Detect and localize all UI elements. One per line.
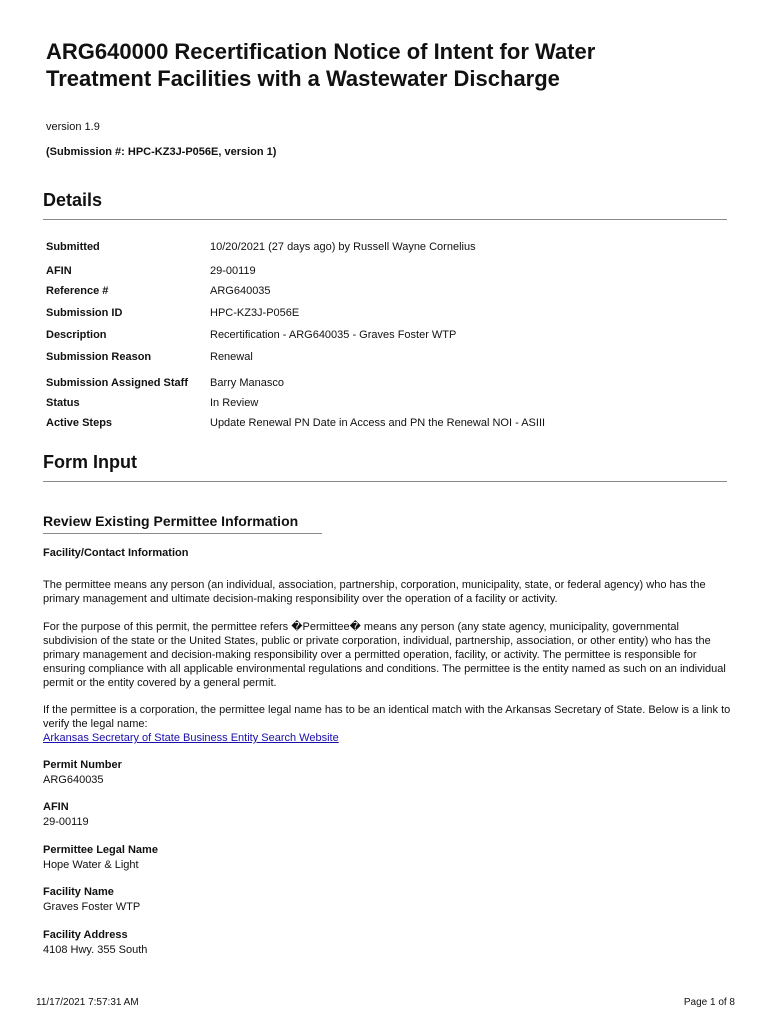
details-label: Submission Reason [46, 351, 152, 363]
field-label: Permittee Legal Name [43, 844, 158, 856]
field-value: Graves Foster WTP [43, 901, 141, 913]
details-value: HPC-KZ3J-P056E [210, 307, 300, 319]
field-label: Permit Number [43, 759, 122, 771]
sos-search-link[interactable]: Arkansas Secretary of State Business Entity Search Website [43, 732, 339, 744]
details-value: 29-00119 [210, 265, 256, 277]
details-label: Submission ID [46, 307, 123, 319]
field-afin [43, 800, 89, 830]
details-value: 10/20/2021 (27 days ago) by Russell Wayne Cornelius [210, 241, 476, 253]
details-value: Barry Manasco [210, 377, 284, 389]
form-input-heading: Form Input [43, 452, 137, 472]
details-label: Status [46, 397, 80, 409]
field-facility-address [43, 928, 147, 958]
details-value: Recertification - ARG640035 - Graves Foster WTP [210, 329, 457, 341]
details-label: Description [46, 329, 107, 341]
details-value: In Review [210, 397, 259, 409]
field-value: 4108 Hwy. 355 South [43, 944, 148, 956]
legal-name-text: If the permittee is a corporation, the permittee legal name has to be an identical match with the Arkansas Secretary of State. Below is a link to verify the legal name: [43, 704, 731, 730]
version-label: version 1.9 [46, 121, 100, 133]
details-label: AFIN [46, 265, 72, 277]
field-permit-number [43, 758, 122, 788]
subsection-heading: Facility/Contact Information [43, 547, 189, 559]
details-value: ARG640035 [210, 285, 271, 297]
field-label: Facility Name [43, 886, 114, 898]
form-input-divider [43, 481, 727, 482]
page-title: ARG640000 Recertification Notice of Intent for Water Treatment Facilities with a Wastewater Discharge [46, 39, 596, 91]
details-label: Submitted [46, 241, 100, 253]
details-heading: Details [43, 190, 103, 210]
legal-name-paragraph [43, 703, 733, 745]
field-label: Facility Address [43, 929, 128, 941]
section-heading: Review Existing Permittee Information [43, 513, 322, 534]
field-facility-name [43, 885, 140, 915]
permittee-definition-paragraph: The permittee means any person (an individual, association, partnership, corporation, municipality, state, or federal agency) who has the primary management and ultimate decision-making responsibility over the operation of a facility or activity. [43, 579, 706, 605]
details-value: Update Renewal PN Date in Access and PN the Renewal NOI - ASIII [210, 417, 546, 429]
footer-timestamp: 11/17/2021 7:57:31 AM [36, 997, 139, 1008]
details-value: Renewal [210, 351, 253, 363]
details-label: Reference # [46, 285, 109, 297]
details-label: Active Steps [46, 417, 113, 429]
footer-page-number: Page 1 of 8 [683, 997, 735, 1008]
details-divider [43, 219, 727, 220]
field-label: AFIN [43, 801, 69, 813]
field-permittee-legal-name [43, 843, 158, 873]
field-value: 29-00119 [43, 816, 89, 828]
field-value: Hope Water & Light [43, 859, 139, 871]
permit-purpose-paragraph: For the purpose of this permit, the permittee refers �Permittee� means any person (any state agency, municipality, governmental subdivision of the state or the United States, public or private corporation, individual, partnership, association, or other entity) who has the primary management and decision-making responsibility over a permitted operation, facility, or activity. The permittee is responsible for ensuring compliance with all applicable environmental regulations and conditions. The permittee is the entity named as such on an individual permit or the entity covered by a general permit. [43, 621, 726, 689]
details-label: Submission Assigned Staff [46, 377, 189, 389]
field-value: ARG640035 [43, 774, 104, 786]
submission-label: (Submission #: HPC-KZ3J-P056E, version 1) [46, 146, 277, 158]
